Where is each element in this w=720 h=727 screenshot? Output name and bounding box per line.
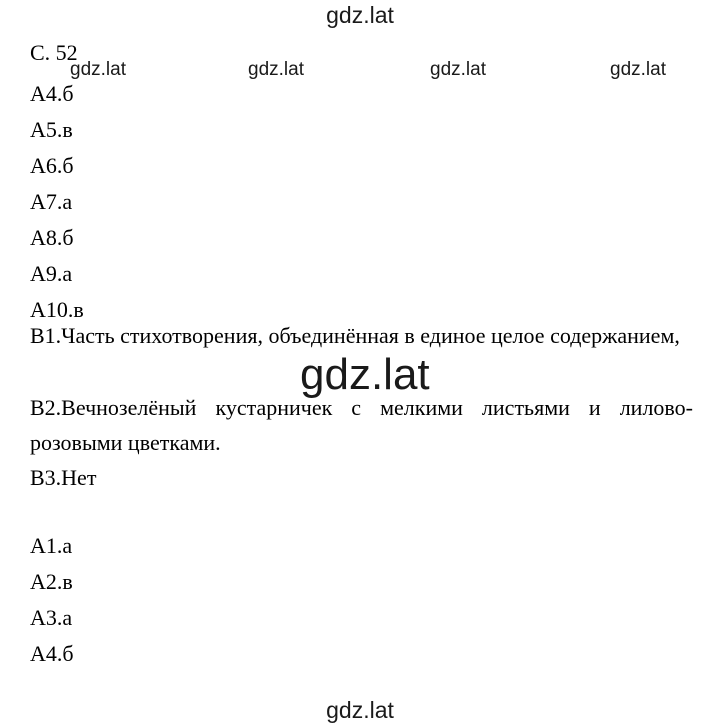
answer-item: А10.в	[30, 297, 84, 322]
watermark-top: gdz.lat	[326, 2, 394, 28]
answer-b3: В3.Нет	[30, 465, 97, 490]
watermark-center: gdz.lat	[300, 350, 430, 399]
watermark-row-4: gdz.lat	[610, 59, 666, 80]
answer-item: А2.в	[30, 569, 73, 594]
page-reference: С. 52	[30, 40, 78, 65]
answer-item: А8.б	[30, 225, 74, 250]
answer-item: А4.б	[30, 641, 74, 666]
answers-list-part1	[30, 76, 84, 328]
answer-item: А4.б	[30, 81, 74, 106]
answer-b1: В1.Часть стихотворения, объединённая в единое целое содержанием,	[30, 323, 680, 348]
answer-item: А9.а	[30, 261, 73, 286]
answers-list-part2	[30, 528, 74, 672]
answer-item: А5.в	[30, 117, 73, 142]
answer-b2: В2.Вечнозелёный кустарничек с мелкими листьями и лилово-розовыми цветками.	[30, 395, 693, 455]
answer-item: А3.а	[30, 605, 73, 630]
answer-item: А7.а	[30, 189, 73, 214]
answer-item: А1.а	[30, 533, 73, 558]
watermark-row-3: gdz.lat	[430, 59, 486, 80]
watermark-row-1: gdz.lat	[70, 59, 126, 80]
watermark-bottom: gdz.lat	[326, 697, 394, 723]
answer-item: А6.б	[30, 153, 74, 178]
watermark-row-2: gdz.lat	[248, 59, 304, 80]
